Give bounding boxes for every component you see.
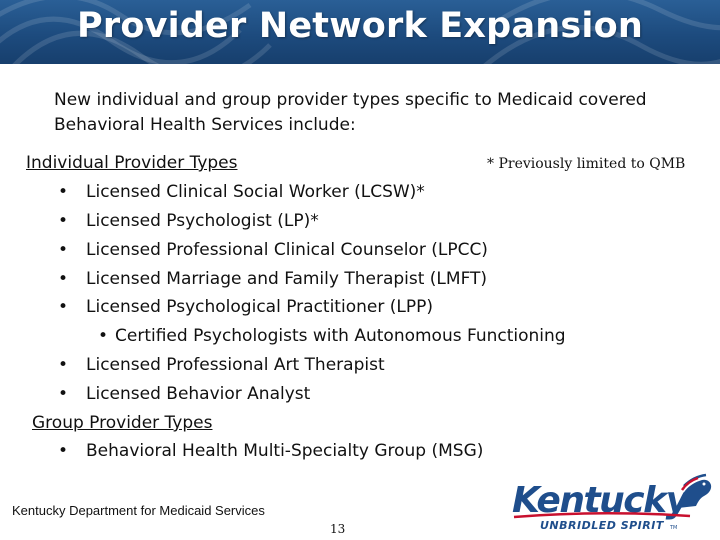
list-item-label: Licensed Psychologist (LP)* [86,211,319,231]
list-item [58,269,487,289]
list-item-label: Licensed Professional Clinical Counselor (LPCC) [86,240,488,260]
bullet: • [58,182,69,202]
sub-list-item [98,326,566,346]
bullet: • [58,297,69,317]
bullet: • [58,355,69,375]
list-item-label: Licensed Professional Art Therapist [86,355,385,375]
logo-trademark: TM [670,525,678,531]
individual-provider-heading: Individual Provider Types [26,153,238,173]
list-item [58,297,433,317]
list-item [58,355,385,375]
list-item-label: Licensed Marriage and Family Therapist (LMFT) [86,269,488,289]
list-item-label: Licensed Clinical Social Worker (LCSW)* [86,182,425,202]
list-item [58,441,483,461]
intro-text: New individual and group provider types specific to Medicaid covered Behavioral Health Services include: [54,90,647,135]
footer-department: Kentucky Department for Medicaid Services [12,503,265,518]
page-title: Provider Network Expansion [77,6,643,46]
list-item [58,384,310,404]
list-item-label: Behavioral Health Multi-Specialty Group (MSG) [86,441,484,461]
group-provider-heading: Group Provider Types [32,413,213,433]
bullet: • [98,326,109,346]
list-item-label: Licensed Psychological Practitioner (LPP) [86,297,433,317]
qmb-note: * Previously limited to QMB [487,156,686,172]
bullet: • [58,441,69,461]
bullet: • [58,269,69,289]
list-item [58,182,425,202]
sub-list-item-label: Certified Psychologists with Autonomous Functioning [115,326,566,346]
bullet: • [58,211,69,231]
logo-tagline: UNBRIDLED SPIRIT [540,519,664,532]
bullet: • [58,240,69,260]
kentucky-logo [510,472,715,536]
list-item [58,211,319,231]
list-item-label: Licensed Behavior Analyst [86,384,311,404]
list-item [58,240,488,260]
logo-wordmark: Kentucky [512,480,688,521]
page-number: 13 [330,522,346,536]
title-banner [0,0,720,64]
bullet: • [58,384,69,404]
